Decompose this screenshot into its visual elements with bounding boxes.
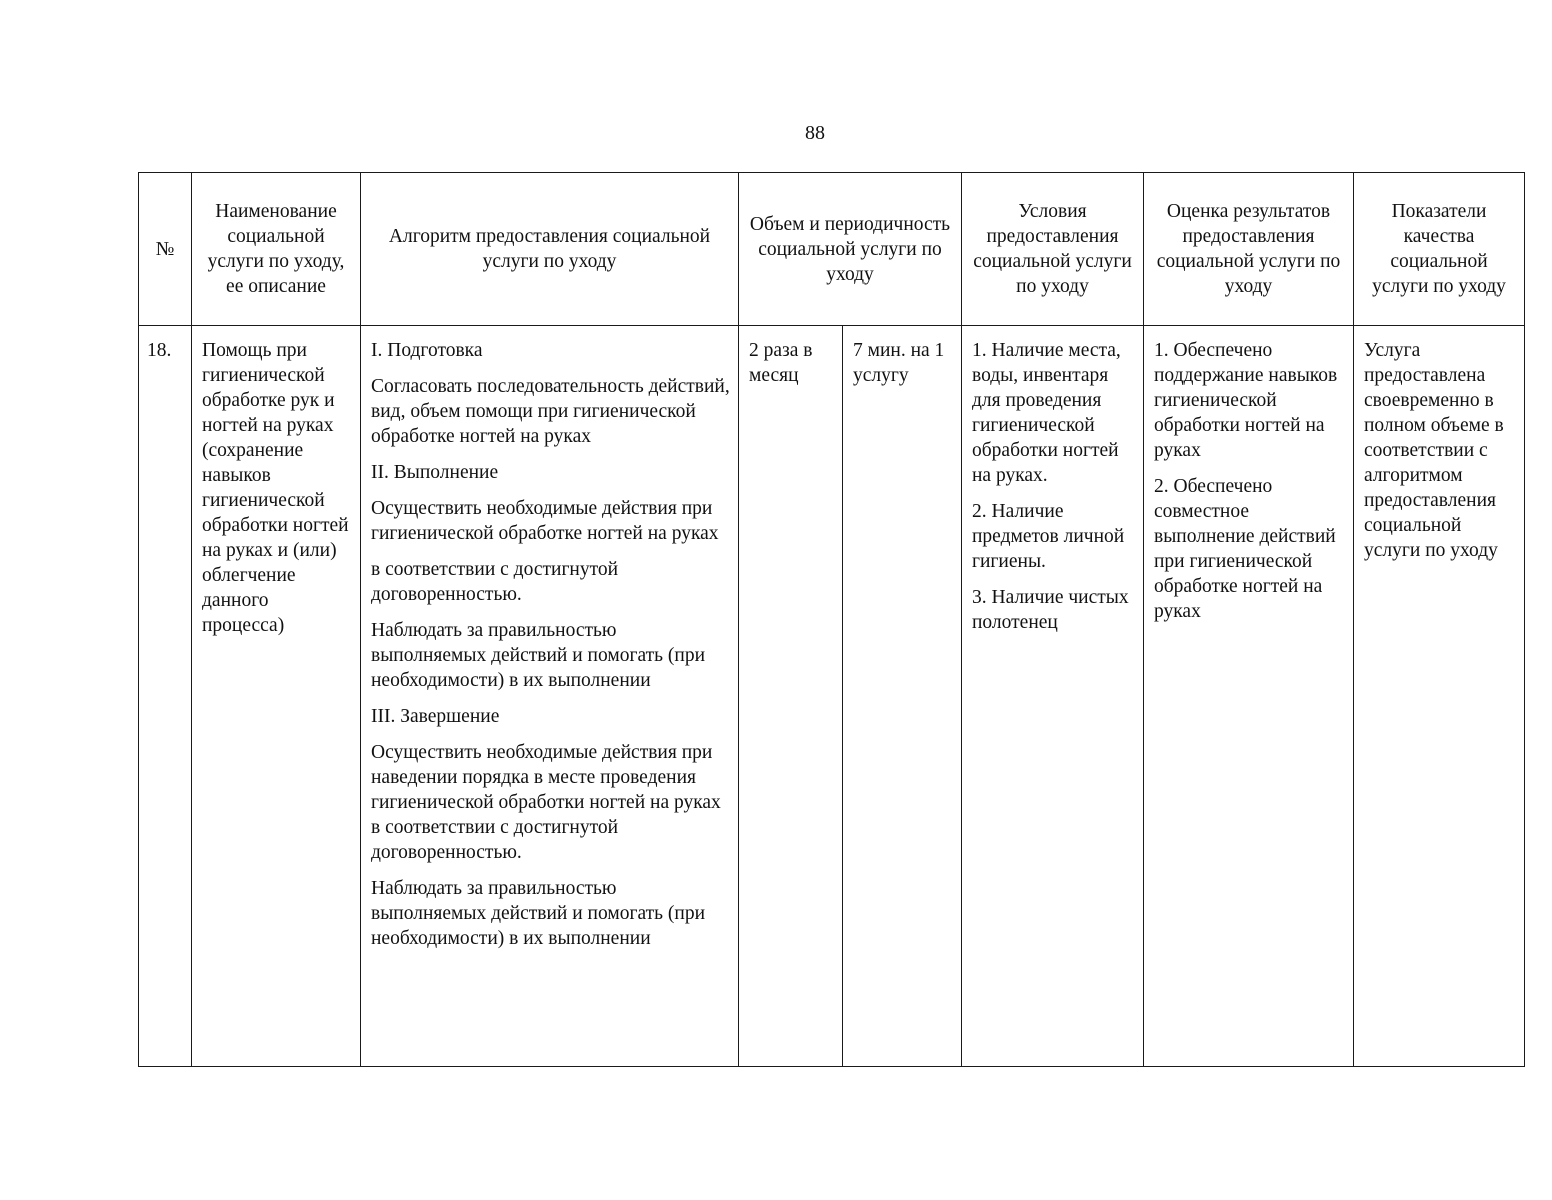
- row-number: 18.: [139, 326, 192, 1067]
- condition-item: 3. Наличие чистых полотенец: [972, 587, 1129, 633]
- social-care-service-table: [138, 172, 1525, 1067]
- algorithm-step-2-observe: Наблюдать за правильностью выполняемых действий и помогать (при необходимости) в их выполнении: [371, 620, 706, 691]
- algorithm-cell: [361, 326, 739, 1067]
- algorithm-step-2-text: Осуществить необходимые действия при гигиенической обработке ногтей на руках: [371, 498, 719, 544]
- page-number: 88: [805, 122, 825, 144]
- algorithm-step-1-title: I. Подготовка: [371, 340, 483, 361]
- header-volume-periodicity: Объем и периодичность социальной услуги по уходу: [739, 173, 962, 326]
- algorithm-step-2-title: II. Выполнение: [371, 462, 499, 483]
- header-number: №: [139, 173, 192, 326]
- algorithm-step-3-observe: Наблюдать за правильностью выполняемых действий и помогать (при необходимости) в их выполнении: [371, 878, 706, 949]
- evaluation-cell: [1144, 326, 1354, 1067]
- conditions-cell: [962, 326, 1144, 1067]
- algorithm-step-3-title: III. Завершение: [371, 706, 500, 727]
- evaluation-item: 2. Обеспечено совместное выполнение действий при гигиенической обработке ногтей на руках: [1154, 476, 1336, 622]
- header-row: [139, 173, 1525, 326]
- condition-item: 1. Наличие места, воды, инвентаря для проведения гигиенической обработки ногтей на руках.: [972, 340, 1121, 486]
- algorithm-step-3-text: Осуществить необходимые действия при наведении порядка в месте проведения гигиенической обработки ногтей на руках в соответствии с достигнутой договоренностью.: [371, 742, 721, 863]
- periodicity: 2 раза в месяц: [739, 326, 843, 1067]
- table-row: [139, 326, 1525, 1067]
- quality-indicator: Услуга предоставлена своевременно в полном объеме в соответствии с алгоритмом предоставления социальной услуги по уходу: [1354, 326, 1525, 1067]
- algorithm-step-2-text-cont: в соответствии с достигнутой договоренностью.: [371, 559, 619, 605]
- evaluation-item: 1. Обеспечено поддержание навыков гигиенической обработки ногтей на руках: [1154, 340, 1338, 461]
- condition-item: 2. Наличие предметов личной гигиены.: [972, 501, 1125, 572]
- header-conditions: Условия предоставления социальной услуги по уходу: [962, 173, 1144, 326]
- duration: 7 мин. на 1 услугу: [843, 326, 962, 1067]
- algorithm-step-1-text: Согласовать последовательность действий, вид, объем помощи при гигиенической обработке ногтей на руках: [371, 376, 730, 447]
- header-quality: Показатели качества социальной услуги по уходу: [1354, 173, 1525, 326]
- header-algorithm: Алгоритм предоставления социальной услуги по уходу: [361, 173, 739, 326]
- header-evaluation: Оценка результатов предоставления социальной услуги по уходу: [1144, 173, 1354, 326]
- service-name: Помощь при гигиенической обработке рук и ногтей на руках (сохранение навыков гигиенической обработки ногтей на руках и (или) облегчение данного процесса): [192, 326, 361, 1067]
- header-service-name: Наименование социальной услуги по уходу, ее описание: [192, 173, 361, 326]
